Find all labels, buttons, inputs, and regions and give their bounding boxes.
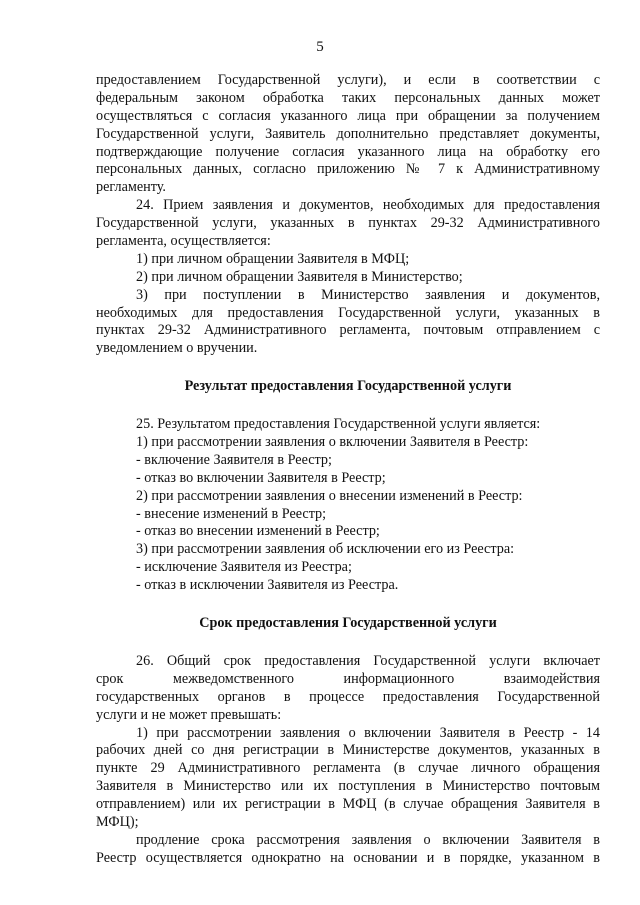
list-item: - внесение изменений в Реестр; — [136, 505, 327, 522]
text-line: продление срока рассмотрения заявления о включении Заявителя в — [136, 831, 600, 848]
spacer — [96, 358, 600, 378]
list-item: 1) при рассмотрении заявления о включении Заявителя в Реестр - 14 — [136, 724, 600, 741]
text-line: Государственной услуги, указанных в пунктах 29-32 Административного — [96, 215, 600, 232]
text-line: пунктах 29-32 Административного регламента, почтовым отправлением с — [96, 322, 600, 339]
text-line: пункте 29 Административного регламента (в случае личного обращения — [96, 760, 600, 777]
list-item: 3) при поступлении в Министерство заявления и документов, — [136, 286, 600, 303]
page-number: 5 — [316, 39, 324, 55]
spacer — [96, 633, 600, 653]
text-line: осуществляться с согласия указанного лица при обращении за получением — [96, 107, 600, 124]
text-line: регламенту. — [96, 179, 166, 196]
list-item: 3) при рассмотрении заявления об исключении его из Реестра: — [136, 541, 515, 558]
list-item: - отказ во внесении изменений в Реестр; — [136, 523, 380, 540]
text-line: федеральным законом обработка таких персональных данных может — [96, 89, 600, 106]
text-line: персональных данных, согласно приложению № 7 к Административному — [96, 161, 600, 178]
section-heading-term: Срок предоставления Государственной услуги — [199, 615, 497, 632]
list-item: 1) при личном обращении Заявителя в МФЦ; — [136, 250, 410, 267]
text-line: рабочих дней со дня регистрации в Министерстве документов, указанных в — [96, 742, 600, 759]
text-line: уведомлением о вручении. — [96, 340, 258, 357]
text-line: срок межведомственного информационного взаимодействия — [96, 670, 600, 687]
text-line: отправлением) или их регистрации в МФЦ (в случае обращения Заявителя в — [96, 796, 600, 813]
text-line: подтверждающие получение согласия указанного лица на обработку его — [96, 143, 600, 160]
text-line: Государственной услуги, Заявитель дополнительно представляет документы, — [96, 125, 600, 142]
text-line: 24. Прием заявления и документов, необходимых для предоставления — [136, 197, 600, 214]
section-heading-result: Результат предоставления Государственной услуги — [184, 378, 512, 395]
text-line: услуги и не может превышать: — [96, 706, 282, 723]
text-line: 26. Общий срок предоставления Государственной услуги включает — [136, 652, 600, 669]
list-item: - отказ во включении Заявителя в Реестр; — [136, 469, 386, 486]
text-line: предоставлением Государственной услуги), и если в соответствии с — [96, 72, 600, 88]
text-line: регламента, осуществляется: — [96, 233, 271, 250]
text-line: Реестр осуществляется однократно на основании и в порядке, указанном в — [96, 849, 600, 866]
text-line: 25. Результатом предоставления Государственной услуги является: — [136, 416, 541, 433]
list-item: - отказ в исключении Заявителя из Реестра. — [136, 577, 399, 594]
text-line: необходимых для предоставления Государственной услуги, указанных в — [96, 304, 600, 321]
spacer — [96, 396, 600, 416]
text-line: Заявителя в Министерство или их поступления в Министерство почтовым — [96, 778, 600, 795]
spacer — [96, 595, 600, 615]
list-item: - исключение Заявителя из Реестра; — [136, 559, 352, 576]
list-item: - включение Заявителя в Реестр; — [136, 451, 332, 468]
text-line: МФЦ); — [96, 813, 139, 830]
list-item: 2) при рассмотрении заявления о внесении изменений в Реестр: — [136, 487, 523, 504]
list-item: 2) при личном обращении Заявителя в Министерство; — [136, 268, 463, 285]
list-item: 1) при рассмотрении заявления о включении Заявителя в Реестр: — [136, 434, 529, 451]
document-body — [96, 72, 600, 868]
text-line: государственных органов в процессе предоставления Государственной — [96, 688, 600, 705]
